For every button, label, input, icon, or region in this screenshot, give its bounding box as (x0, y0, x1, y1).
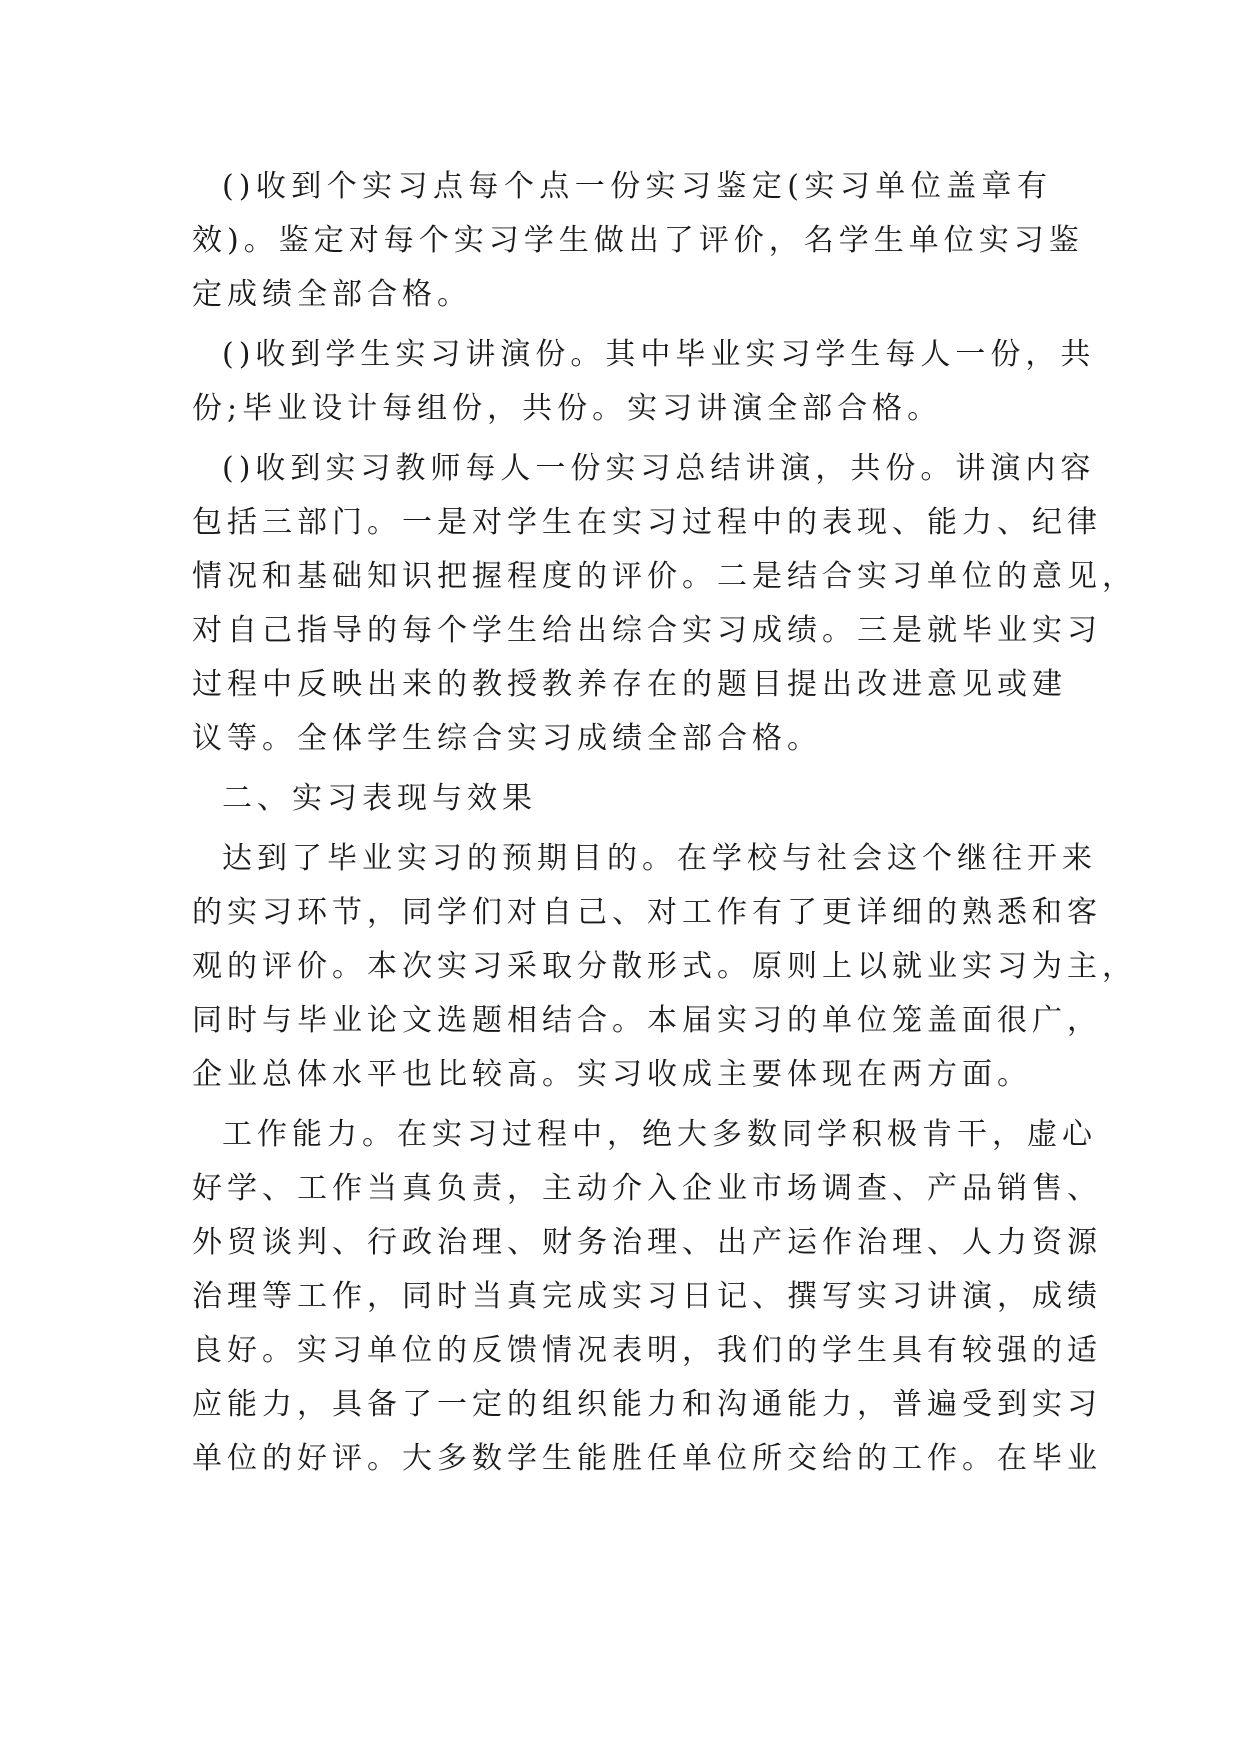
text-line: 效)。鉴定对每个实习学生做出了评价，名学生单位实习鉴 (192, 223, 1084, 258)
paragraph-work-ability (192, 1108, 1102, 1486)
text-line: 工作能力。在实习过程中，绝大多数同学积极肯干，虚心 (222, 1117, 1097, 1152)
paragraph-appraisals (192, 160, 1084, 322)
text-line: 企业总体水平也比较高。实习收成主要体现在两方面。 (192, 1057, 1032, 1092)
text-line: ()收到学生实习讲演份。其中毕业实习学生每人一份，共 (222, 337, 1096, 372)
text-line: 好学、工作当真负责，主动介入企业市场调查、产品销售、 (192, 1171, 1102, 1206)
text-line: 外贸谈判、行政治理、财务治理、出产运作治理、人力资源 (192, 1225, 1102, 1260)
text-line: 过程中反映出来的教授教养存在的题目提出改进意见或建 (192, 667, 1067, 702)
paragraph-student-reports (192, 328, 1096, 436)
text-line: 情况和基础知识把握程度的评价。二是结合实习单位的意见， (192, 559, 1137, 594)
text-line: 同时与毕业论文选题相结合。本届实习的单位笼盖面很广， (192, 1003, 1102, 1038)
text-line: ()收到实习教师每人一份实习总结讲演，共份。讲演内容 (222, 451, 1096, 486)
text-line: ()收到个实习点每个点一份实习鉴定(实习单位盖章有 (222, 169, 1052, 204)
text-line: 观的评价。本次实习采取分散形式。原则上以就业实习为主， (192, 949, 1137, 984)
text-line: 治理等工作，同时当真完成实习日记、撰写实习讲演，成绩 (192, 1279, 1102, 1314)
text-line: 的实习环节，同学们对自己、对工作有了更详细的熟悉和客 (192, 895, 1102, 930)
text-line: 单位的好评。大多数学生能胜任单位所交给的工作。在毕业 (192, 1441, 1102, 1476)
text-line: 议等。全体学生综合实习成绩全部合格。 (192, 721, 822, 756)
paragraph-teacher-reports (192, 442, 1137, 766)
text-line: 包括三部门。一是对学生在实习过程中的表现、能力、纪律 (192, 505, 1102, 540)
text-line: 份;毕业设计每组份，共份。实习讲演全部合格。 (192, 391, 943, 426)
document-body (192, 160, 1137, 1492)
text-line: 良好。实习单位的反馈情况表明，我们的学生具有较强的适 (192, 1333, 1102, 1368)
section-heading (192, 772, 1052, 826)
text-line: 对自己指导的每个学生给出综合实习成绩。三是就毕业实习 (192, 613, 1102, 648)
paragraph-internship-results (192, 832, 1137, 1102)
heading-text: 二、实习表现与效果 (222, 781, 537, 816)
text-line: 定成绩全部合格。 (192, 277, 472, 312)
text-line: 达到了毕业实习的预期目的。在学校与社会这个继往开来 (222, 841, 1097, 876)
text-line: 应能力，具备了一定的组织能力和沟通能力，普遍受到实习 (192, 1387, 1102, 1422)
